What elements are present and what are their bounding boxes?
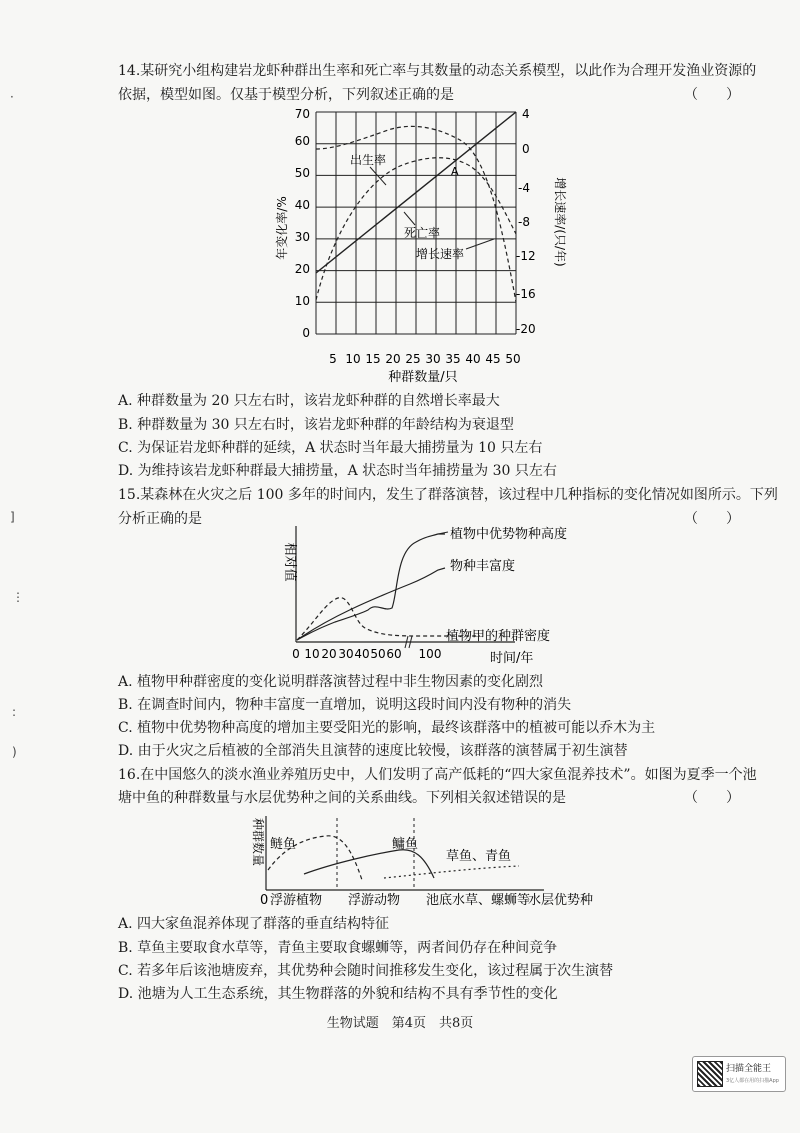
q14-right-tick: -12 — [516, 249, 536, 263]
q14-left-tick: 20 — [294, 262, 310, 276]
q16-stem-line1: 16.在中国悠久的淡水渔业养殖历史中，人们发明了高产低耗的“四大家鱼混养技术”。如图为夏季一个池 — [118, 767, 757, 783]
q15-label-plant-a-density: 植物甲的种群密度 — [446, 629, 551, 644]
q14-answer-paren: （ ） — [684, 87, 740, 103]
q15-label-richness: 物种丰富度 — [450, 559, 516, 574]
q16-stem-line2: 塘中鱼的种群数量与水层优势种之间的关系曲线。下列相关叙述错误的是 — [118, 790, 566, 806]
q14-x-tick: 50 — [505, 352, 521, 366]
q14-x-tick: 35 — [445, 352, 461, 366]
q14-option-a: A. 种群数量为 20 只左右时，该岩龙虾种群的自然增长率最大 — [118, 393, 500, 409]
q16-x-category: 浮游植物 — [270, 893, 323, 908]
q15-x-tick: 10 — [304, 647, 320, 661]
margin-mark: : — [12, 705, 17, 719]
watermark-subtitle: 3亿人都在用的扫描App — [726, 1078, 779, 1084]
q16-option-d: D. 池塘为人工生态系统，其生物群落的外貌和结构不具有季节性的变化 — [118, 986, 558, 1002]
q16-option-b: B. 草鱼主要取食水草等，青鱼主要取食螺蛳等，两者间仍存在种间竞争 — [118, 940, 558, 956]
q14-option-d: D. 为维持该岩龙虾种群最大捕捞量，A 状态时当年捕捞量为 30 只左右 — [118, 463, 557, 479]
margin-mark: · — [10, 90, 14, 104]
q14-death-leader — [404, 212, 415, 225]
q15-x-tick: 20 — [321, 647, 337, 661]
q14-left-tick: 10 — [294, 294, 310, 308]
q14-right-tick: -4 — [518, 181, 530, 195]
q14-left-axis-label: 年变化率/% — [275, 196, 289, 260]
q15-dominant-height-curve — [297, 534, 445, 640]
q15-x-tick: 50 — [370, 647, 386, 661]
margin-mark: ] — [10, 510, 15, 524]
q14-growth-leader — [466, 239, 494, 249]
q15-y-axis-label: 相对值 — [282, 542, 297, 582]
q14-x-tick: 40 — [465, 352, 481, 366]
q15-chart — [270, 522, 590, 670]
q14-point-a-label: A — [451, 165, 459, 178]
q16-option-a: A. 四大家鱼混养体现了群落的垂直结构特征 — [118, 916, 390, 932]
q14-right-tick: -20 — [516, 322, 536, 336]
qr-code-icon — [697, 1061, 723, 1087]
q14-x-tick: 30 — [425, 352, 441, 366]
q14-x-tick: 10 — [345, 352, 361, 366]
q15-x-tick: 100 — [418, 647, 442, 661]
q14-x-axis-label: 种群数量/只 — [388, 370, 458, 384]
margin-mark: ) — [12, 745, 17, 759]
q15-x-axis-label: 时间/年 — [490, 651, 534, 666]
q15-x-tick: 30 — [338, 647, 354, 661]
q16-x-category: 浮游动物 — [348, 893, 401, 908]
q16-label-bighead-carp: 鳙鱼 — [392, 837, 419, 852]
q16-y-axis-label: 种群数量 — [251, 817, 265, 867]
q14-left-tick: 70 — [294, 107, 310, 121]
q14-chart — [260, 104, 580, 384]
q14-right-tick: -8 — [518, 215, 530, 229]
q14-x-tick: 5 — [329, 352, 337, 366]
q14-right-tick: 4 — [522, 107, 530, 121]
q14-stem-line1: 14.某研究小组构建岩龙虾种群出生率和死亡率与其数量的动态关系模型，以此作为合理开发渔业资源的 — [118, 63, 757, 79]
q15-label-dominant-height: 植物中优势物种高度 — [450, 527, 568, 542]
q16-label-grass-black-carp: 草鱼、青鱼 — [446, 849, 512, 864]
q14-x-tick: 45 — [485, 352, 501, 366]
q16-origin: 0 — [260, 893, 269, 908]
q15-x-tick: 0 — [292, 647, 300, 661]
q16-option-c: C. 若多年后该池塘废弃，其优势种会随时间推移发生变化，该过程属于次生演替 — [118, 963, 614, 979]
scanner-watermark — [692, 1056, 786, 1092]
q14-left-tick: 40 — [294, 198, 310, 212]
q14-x-tick: 25 — [405, 352, 421, 366]
q14-option-c: C. 为保证岩龙虾种群的延续，A 状态时当年最大捕捞量为 10 只左右 — [118, 440, 543, 456]
q14-birth-label: 出生率 — [350, 153, 387, 167]
q15-option-d: D. 由于火灾之后植被的全部消失且演替的速度比较慢，该群落的演替属于初生演替 — [118, 743, 628, 759]
q14-left-tick: 0 — [302, 326, 310, 340]
q14-x-tick: 15 — [365, 352, 381, 366]
q14-left-tick: 50 — [294, 166, 310, 180]
q14-right-axis-label: 增长速率/(只/年) — [553, 177, 567, 267]
q14-option-b: B. 种群数量为 30 只左右时，该岩龙虾种群的年龄结构为衰退型 — [118, 417, 514, 433]
q14-death-label: 死亡率 — [404, 226, 441, 240]
q14-x-tick: 20 — [385, 352, 401, 366]
q14-stem-line2: 依据，模型如图。仅基于模型分析，下列叙述正确的是 — [118, 87, 454, 103]
page-footer: 生物试题 第4页 共8页 — [326, 1016, 474, 1031]
q14-growth-label: 增长速率 — [416, 247, 465, 261]
q14-right-tick: -16 — [516, 287, 536, 301]
q15-stem-line2: 分析正确的是 — [118, 511, 202, 527]
q14-right-tick: 0 — [522, 142, 530, 156]
q15-stem-line1: 15.某森林在火灾之后 100 多年的时间内，发生了群落演替，该过程中几种指标的变化情况如图所示。下列 — [118, 487, 778, 503]
q16-answer-paren: （ ） — [684, 790, 740, 806]
q16-label-silver-carp: 鲢鱼 — [270, 837, 297, 852]
q16-x-category: 水层优势种 — [528, 893, 594, 908]
q15-answer-paren: （ ） — [684, 511, 740, 527]
q15-x-tick: 60 — [386, 647, 402, 661]
q15-option-c: C. 植物中优势物种高度的增加主要受阳光的影响，最终该群落中的植被可能以乔木为主 — [118, 720, 656, 736]
q15-option-a: A. 植物甲种群密度的变化说明群落演替过程中非生物因素的变化剧烈 — [118, 674, 544, 690]
watermark-title: 扫描全能王 — [726, 1064, 772, 1074]
q15-x-tick: 40 — [354, 647, 370, 661]
q14-left-tick: 60 — [294, 134, 310, 148]
q16-grass-black-carp-curve — [384, 866, 519, 878]
q14-left-tick: 30 — [294, 230, 310, 244]
margin-mark: ⋮ — [12, 590, 24, 604]
q16-x-category: 池底水草、螺蛳等 — [426, 893, 531, 908]
q16-chart — [244, 808, 594, 908]
q15-option-b: B. 在调查时间内，物种丰富度一直增加，说明这段时间内没有物种的消失 — [118, 697, 572, 713]
